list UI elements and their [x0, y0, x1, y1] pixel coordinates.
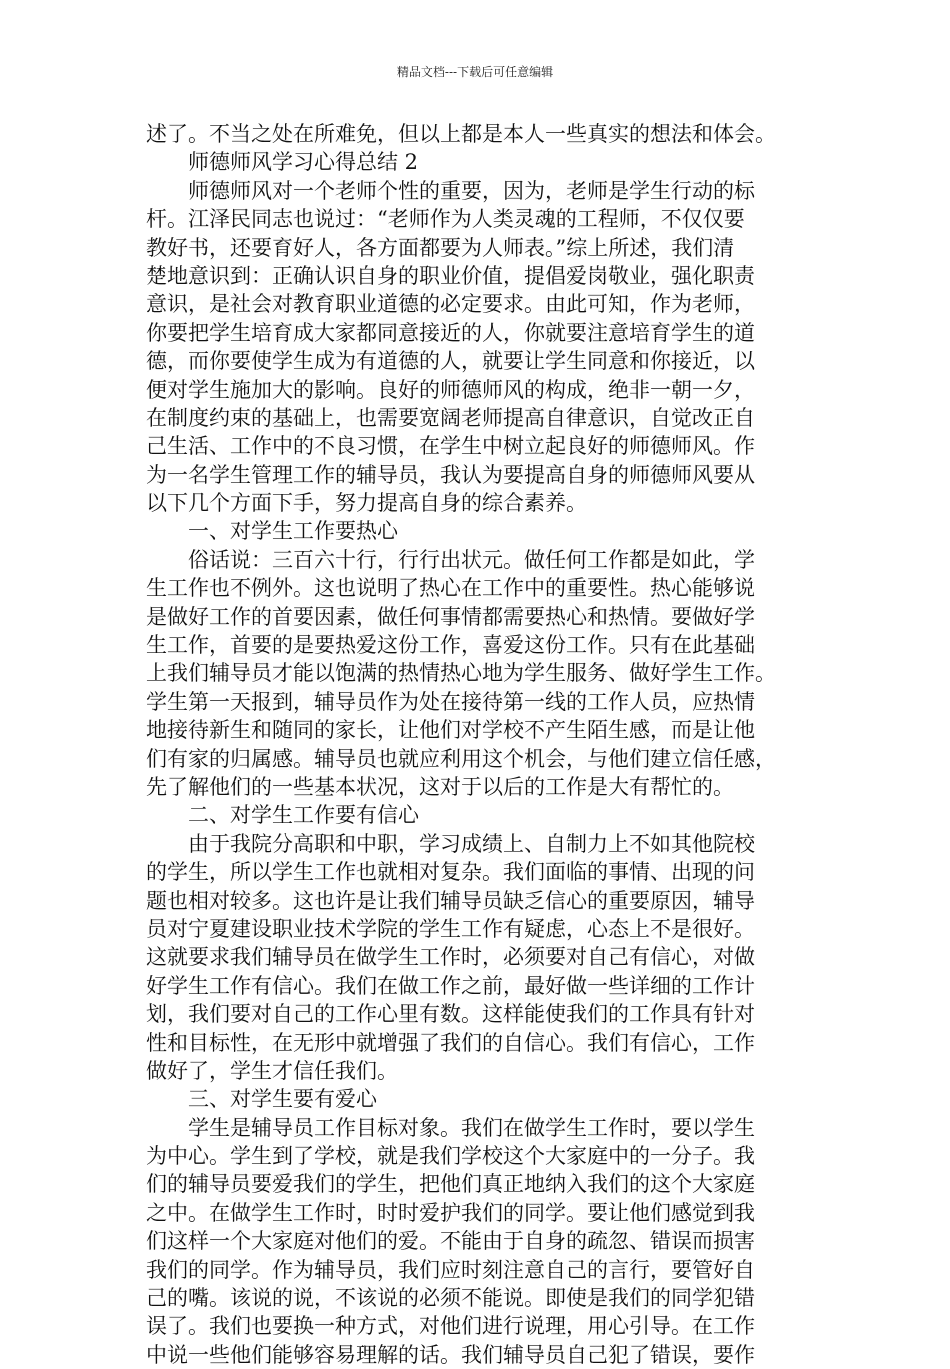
body-line: 为中心。学生到了学校，就是我们学校这个大家庭中的一分子。我 [146, 1144, 755, 1169]
body-line: 生工作，首要的是要热爱这份工作，喜爱这份工作。只有在此基础 [146, 633, 755, 658]
body-line: 一、对学生工作要热心 [188, 519, 398, 544]
body-line: 述了。不当之处在所难免，但以上都是本人一些真实的想法和体会。 [146, 122, 776, 146]
body-line: 地接待新生和随同的家长，让他们对学校不产生陌生感，而是让他 [146, 718, 755, 743]
body-line: 师德师风对一个老师个性的重要，因为，老师是学生行动的标 [188, 178, 755, 203]
body-line: 杆。江泽民同志也说过：“老师作为人类灵魂的工程师，不仅仅要 [146, 207, 745, 232]
body-line: 为一名学生管理工作的辅导员，我认为要提高自身的师德师风要从 [146, 462, 755, 487]
body-line: 便对学生施加大的影响。良好的师德师风的构成，绝非一朝一夕， [146, 377, 755, 402]
body-line: 学生是辅导员工作目标对象。我们在做学生工作时，要以学生 [188, 1115, 755, 1140]
body-line: 们这样一个大家庭对他们的爱。不能由于自身的疏忽、错误而损害 [146, 1229, 755, 1254]
body-line: 德，而你要使学生成为有道德的人，就要让学生同意和你接近，以 [146, 349, 755, 374]
body-line: 我们的同学。作为辅导员，我们应时刻注意自己的言行，要管好自 [146, 1257, 755, 1282]
body-line: 的学生，所以学生工作也就相对复杂。我们面临的事情、出现的问 [146, 860, 755, 885]
body-line: 是做好工作的首要因素，做任何事情都需要热心和热情。要做好学 [146, 604, 755, 629]
body-line: 好学生工作有信心。我们在做工作之前，最好做一些详细的工作计 [146, 973, 755, 998]
body-line: 俗话说：三百六十行，行行出状元。做任何工作都是如此，学 [188, 547, 755, 572]
body-line: 误了。我们也要换一种方式，对他们进行说理，用心引导。在工作 [146, 1314, 755, 1339]
body-line: 以下几个方面下手，努力提高自身的综合素养。 [146, 491, 587, 516]
body-line: 在制度约束的基础上，也需要宽阔老师提高自律意识，自觉改正自 [146, 405, 755, 430]
body-line: 划，我们要对自己的工作心里有数。这样能使我们的工作具有针对 [146, 1002, 755, 1027]
body-line: 们的辅导员要爱我们的学生，把他们真正地纳入我们的这个大家庭 [146, 1172, 755, 1197]
body-line: 上我们辅导员才能以饱满的热情热心地为学生服务、做好学生工作。 [146, 661, 776, 686]
body-line: 你要把学生培育成大家都同意接近的人，你就要注意培育学生的道 [146, 320, 755, 345]
body-line: 楚地意识到：正确认识自身的职业价值，提倡爱岗敬业，强化职责 [146, 263, 755, 288]
body-line: 先了解他们的一些基本状况，这对于以后的工作是大有帮忙的。 [146, 774, 734, 799]
document-body [146, 120, 816, 1369]
body-line: 生工作也不例外。这也说明了热心在工作中的重要性。热心能够说 [146, 576, 755, 601]
body-line: 性和目标性，在无形中就增强了我们的自信心。我们有信心，工作 [146, 1030, 755, 1055]
body-line: 做好了，学生才信任我们。 [146, 1058, 398, 1083]
body-line: 二、对学生工作要有信心 [188, 803, 419, 828]
page-header: 精品文档---下载后可任意编辑 [396, 65, 554, 79]
body-line: 员对宁夏建设职业技术学院的学生工作有疑虑，心态上不是很好。 [146, 916, 755, 941]
body-line: 师德师风学习心得总结 2 [188, 150, 419, 175]
body-line: 之中。在做学生工作时，时时爱护我们的同学。要让他们感觉到我 [146, 1200, 755, 1225]
body-line: 教好书，还要育好人，各方面都要为人师表。”综上所述，我们清 [146, 235, 735, 260]
body-line: 题也相对较多。这也许是让我们辅导员缺乏信心的重要原因，辅导 [146, 888, 755, 913]
body-line: 三、对学生要有爱心 [188, 1087, 377, 1112]
body-line: 由于我院分高职和中职，学习成绩上、自制力上不如其他院校 [188, 831, 755, 856]
body-line: 意识，是社会对教育职业道德的必定要求。由此可知，作为老师， [146, 292, 755, 317]
body-line: 们有家的归属感。辅导员也就应利用这个机会，与他们建立信任感， [146, 746, 776, 771]
body-line: 己生活、工作中的不良习惯，在学生中树立起良好的师德师风。作 [146, 434, 755, 459]
body-line: 中说一些他们能够容易理解的话。我们辅导员自己犯了错误，要作 [146, 1342, 755, 1367]
body-line: 学生第一天报到，辅导员作为处在接待第一线的工作人员，应热情 [146, 689, 755, 714]
body-line: 这就要求我们辅导员在做学生工作时，必须要对自己有信心，对做 [146, 945, 755, 970]
body-line: 己的嘴。该说的说，不该说的必须不能说。即使是我们的同学犯错 [146, 1286, 755, 1311]
